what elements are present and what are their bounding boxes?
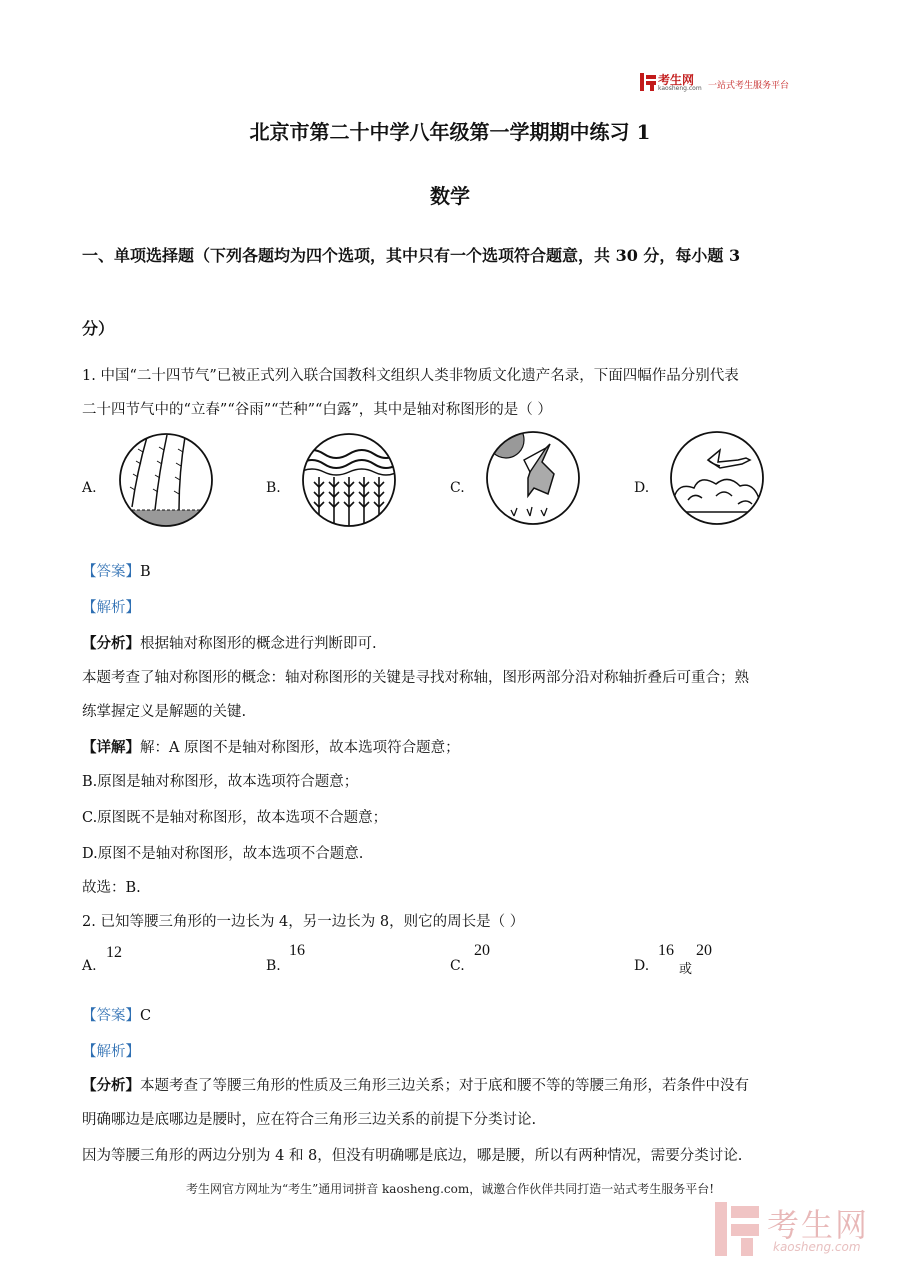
q1-para-line2: 练掌握定义是解题的关键. — [82, 704, 247, 720]
q2-option-d-label: D. — [634, 958, 650, 974]
watermark-text: 考生网 — [767, 1206, 870, 1244]
q1-detail-text: 解：A 原图不是轴对称图形，故本选项符合题意； — [140, 740, 460, 756]
page-footer: 考生网官方网址为“考生”通用词拼音 kaosheng.com，诚邀合作伙伴共同打造一站式考生服务平台! — [185, 1182, 715, 1196]
q1-figure-b-guyu-icon — [300, 432, 398, 528]
q2-option-c-label: C. — [450, 958, 465, 974]
q2-fenxi-tag: 【分析】 — [82, 1077, 140, 1094]
q1-answer-line — [82, 560, 151, 581]
q1-stem-line2: 二十四节气中的“立春”“谷雨”“芒种”“白露”，其中是轴对称图形的是（ ） — [82, 402, 552, 418]
q2-fenxi-text: 本题考查了等腰三角形的性质及三角形三边关系；对于底和腰不等的等腰三角形，若条件中没有 — [140, 1078, 749, 1094]
q1-fenxi-text: 根据轴对称图形的概念进行判断即可. — [140, 636, 377, 652]
header-logo — [640, 72, 810, 96]
q2-answer-line — [82, 1004, 151, 1025]
subject-title: 数学 — [430, 184, 470, 208]
q1-option-d-label: D. — [634, 480, 650, 496]
q1-figure-d-bailu-icon — [668, 430, 766, 526]
header-domain: kaosheng.com — [658, 85, 702, 92]
q2-option-a-value: 12 — [106, 944, 122, 961]
q1-answer-tag: 【答案】 — [82, 564, 140, 580]
q2-fenxi-line — [82, 1074, 749, 1095]
q2-fenxi-line2: 明确哪边是底哪边是腰时，应在符合三角形三边关系的前提下分类讨论. — [82, 1112, 537, 1128]
q2-answer-tag: 【答案】 — [82, 1008, 140, 1024]
header-slogan: 一站式考生服务平台 — [708, 81, 790, 91]
q1-analysis-tag: 【解析】 — [82, 600, 140, 616]
q2-para: 因为等腰三角形的两边分别为 4 和 8，但没有明确哪是底边，哪是腰，所以有两种情况，需要分类讨论. — [82, 1148, 743, 1164]
q2-answer-value: C — [140, 1008, 152, 1024]
q1-choose: 故选：B. — [82, 880, 141, 896]
page-title: 北京市第二十中学八年级第一学期期中练习 1 — [249, 120, 651, 144]
q2-option-d-value2: 20 — [696, 942, 712, 959]
q1-fenxi-tag: 【分析】 — [82, 635, 140, 652]
q1-figure-c-mangzhong-icon — [484, 430, 582, 526]
watermark-logo-icon — [715, 1202, 759, 1256]
q2-option-c-value: 20 — [474, 942, 490, 959]
kaosheng-logo-icon — [640, 73, 656, 91]
q1-detail-tag: 【详解】 — [82, 739, 140, 756]
q1-detail-b: B.原图是轴对称图形，故本选项符合题意； — [82, 774, 359, 790]
q2-option-a-label: A. — [82, 958, 97, 974]
q2-stem: 2. 已知等腰三角形的一边长为 4，另一边长为 8，则它的周长是（ ） — [82, 914, 525, 930]
q1-stem-line1: 1. 中国“二十四节气”已被正式列入联合国教科文组织人类非物质文化遗产名录，下面四幅作品分别代表 — [82, 368, 739, 384]
q1-detail-d: D.原图不是轴对称图形，故本选项不合题意. — [82, 846, 364, 862]
q1-figure-a-lichun-icon — [117, 432, 215, 528]
watermark-domain: kaosheng.com — [773, 1240, 861, 1254]
q1-answer-value: B — [140, 564, 151, 580]
q2-analysis-tag: 【解析】 — [82, 1044, 140, 1060]
q1-detail-line — [82, 736, 460, 757]
q1-option-a-label: A. — [82, 480, 97, 496]
q2-option-d-or: 或 — [679, 962, 693, 977]
section-heading-cont: 分） — [82, 319, 115, 338]
q1-fenxi-line — [82, 632, 377, 653]
watermark — [715, 1200, 885, 1260]
q1-detail-c: C.原图既不是轴对称图形，故本选项不合题意； — [82, 810, 388, 826]
q2-option-b-label: B. — [266, 958, 281, 974]
q2-option-d-value1: 16 — [658, 942, 674, 959]
q1-option-b-label: B. — [266, 480, 281, 496]
q1-para-line1: 本题考查了轴对称图形的概念：轴对称图形的关键是寻找对称轴，图形两部分沿对称轴折叠后可重合；熟 — [82, 670, 749, 686]
section-heading: 一、单项选择题（下列各题均为四个选项，其中只有一个选项符合题意，共 30 分，每小题 3 — [82, 246, 741, 265]
q1-option-c-label: C. — [450, 480, 465, 496]
header-brand: 考生网 — [658, 73, 695, 87]
q2-option-b-value: 16 — [289, 942, 305, 959]
